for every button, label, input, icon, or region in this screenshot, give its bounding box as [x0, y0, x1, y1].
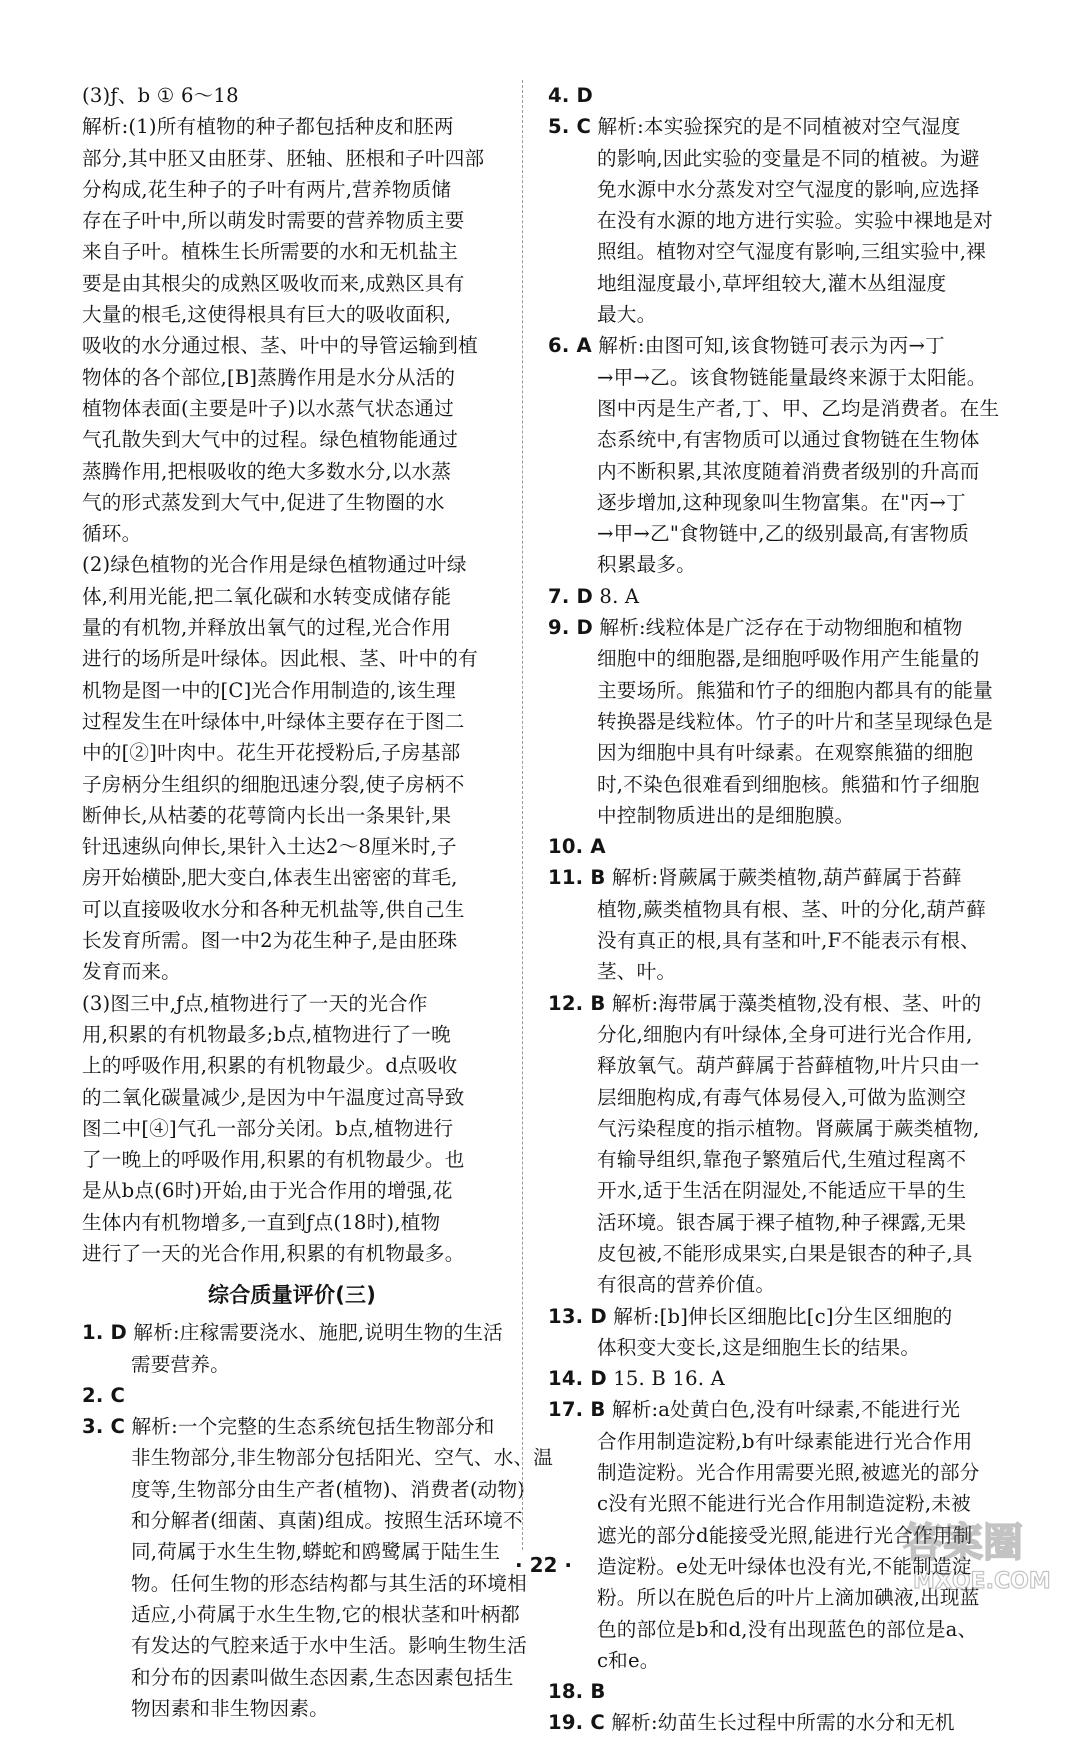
text-line	[82, 831, 502, 862]
text-line	[82, 1175, 502, 1206]
question-number: 3. C	[82, 1415, 126, 1439]
text-line	[548, 1050, 998, 1081]
line-text: →甲→乙"食物链中,乙的级别最高,有害物质	[597, 522, 970, 546]
text-line	[82, 956, 502, 987]
line-text: 体,利用光能,把二氧化碳和水转变成储存能	[82, 584, 452, 608]
text-line	[82, 1442, 554, 1473]
line-text: 解析:幼苗生长过程中所需的水分和无机	[604, 1711, 955, 1735]
text-line	[82, 1207, 502, 1238]
text-line	[548, 1207, 998, 1238]
text-line	[82, 549, 502, 580]
text-line	[82, 894, 502, 925]
text-line	[548, 1175, 998, 1206]
text-line	[548, 988, 998, 1019]
line-text: 解析:庄稼需要浇水、施肥,说明生物的生活	[126, 1321, 503, 1345]
line-text: 针迅速纵向伸长,果针入土达2～8厘米时,子	[82, 835, 457, 859]
text-line	[82, 143, 502, 174]
line-text: 长发育所需。图一中2为花生种子,是由胚珠	[82, 929, 458, 953]
watermark-logo	[895, 1510, 1075, 1595]
line-text: 解析:本实验探究的是不同植被对空气湿度	[591, 115, 961, 139]
line-text: 是从b点(6时)开始,由于光合作用的增强,花	[82, 1179, 453, 1203]
text-line	[548, 1019, 998, 1050]
line-text: 解析:(1)所有植物的种子都包括种皮和胚两	[82, 115, 454, 139]
line-text: 同,荷属于水生生物,蟒蛇和鸥鹭属于陆生生	[131, 1540, 501, 1564]
text-line	[82, 174, 502, 205]
text-line	[82, 1474, 526, 1505]
text-line	[82, 1349, 502, 1380]
text-line	[548, 1426, 998, 1457]
line-text: 有很高的营养价值。	[597, 1273, 776, 1297]
line-text: 解析:由图可知,该食物链可表示为丙→丁	[591, 334, 945, 358]
line-text: 分构成,花生种子的子叶有两片,营养物质储	[82, 177, 452, 201]
line-text: 时,不染色很难看到细胞核。熊猫和竹子细胞	[597, 772, 980, 796]
text-line	[548, 236, 998, 267]
line-text: 和分解者(细菌、真菌)组成。按照生活环境不	[131, 1509, 523, 1533]
text-line	[82, 518, 502, 549]
line-text: 图中丙是生产者,丁、甲、乙均是消费者。在生	[597, 396, 1000, 420]
line-text: (3)图三中,ƒ点,植物进行了一天的光合作	[82, 991, 428, 1015]
line-text: 茎、叶。	[597, 960, 677, 984]
line-text: (2)绿色植物的光合作用是绿色植物通过叶绿	[82, 553, 467, 577]
text-line	[82, 330, 502, 361]
line-text: 合作用制造淀粉,b有叶绿素能进行光合作用	[597, 1429, 973, 1453]
line-text: 解析:海带属于藻类植物,没有根、茎、叶的	[605, 991, 982, 1015]
text-line	[82, 424, 502, 455]
text-line	[82, 111, 502, 142]
text-line	[82, 299, 502, 330]
text-line	[82, 1505, 523, 1536]
line-text: 非生物部分,非生物部分包括阳光、空气、水、温	[131, 1446, 554, 1470]
line-text: 遮光的部分d能接受光照,能进行光合作用制	[597, 1523, 973, 1547]
text-line	[548, 1614, 998, 1645]
line-text: 制造淀粉。光合作用需要光照,被遮光的部分	[597, 1461, 980, 1485]
line-text: 免水源中水分蒸发对空气湿度的影响,应选择	[597, 177, 980, 201]
line-text: 中的[②]叶肉中。花生开花授粉后,子房基部	[82, 741, 461, 765]
line-text: 细胞中的细胞器,是细胞呼吸作用产生能量的	[597, 647, 980, 671]
line-text: (3)ƒ、b ① 6～18	[82, 84, 239, 107]
text-line	[82, 1630, 527, 1661]
text-line	[82, 1082, 502, 1113]
text-line	[82, 1019, 502, 1050]
text-line	[548, 1707, 998, 1738]
text-line	[548, 487, 998, 518]
text-line	[82, 236, 502, 267]
line-text: 最大。	[597, 303, 657, 327]
text-line	[82, 1599, 520, 1630]
text-line	[82, 1050, 502, 1081]
line-text: c和e。	[597, 1648, 660, 1672]
text-line	[548, 393, 998, 424]
line-text: 蒸腾作用,把根吸收的绝大多数水分,以水蒸	[82, 459, 452, 483]
text-line	[82, 769, 502, 800]
text-line	[548, 456, 998, 487]
text-line	[82, 362, 502, 393]
text-line	[82, 1317, 502, 1348]
text-line	[548, 643, 998, 674]
line-text: 造淀粉。e处无叶绿体也没有光,不能制造淀	[597, 1554, 972, 1578]
line-text: 地组湿度最小,草坪组较大,灌木丛组湿度	[597, 271, 947, 295]
question-number: 2. C	[82, 1383, 126, 1407]
line-text: 用,积累的有机物最多;b点,植物进行了一晚	[82, 1022, 451, 1046]
text-line	[548, 1457, 998, 1488]
text-line	[82, 675, 502, 706]
text-line	[548, 1144, 998, 1175]
line-text: 的影响,因此实验的变量是不同的植被。为避	[597, 146, 980, 170]
text-line	[82, 1144, 502, 1175]
line-text: 来自子叶。植株生长所需要的水和无机盐主	[82, 240, 459, 264]
text-line	[548, 330, 998, 361]
text-line	[548, 1238, 998, 1269]
text-line	[548, 362, 998, 393]
line-text: 上的呼吸作用,积累的有机物最少。d点吸收	[82, 1054, 458, 1078]
text-line	[82, 643, 502, 674]
line-text: 和分布的因素叫做生态因素,生态因素包括生	[131, 1665, 514, 1689]
line-text: 量的有机物,并释放出氧气的过程,光合作用	[82, 616, 452, 640]
line-text: 在没有水源的地方进行实验。实验中裸地是对	[597, 209, 993, 233]
line-text: c没有光照不能进行光合作用制造淀粉,未被	[597, 1492, 971, 1516]
question-number: 6. A	[548, 334, 592, 358]
line-text: 15. B 16. A	[606, 1367, 725, 1391]
text-line	[82, 80, 502, 111]
line-text: 可以直接吸收水分和各种无机盐等,供自己生	[82, 897, 465, 921]
text-line	[548, 1645, 998, 1676]
text-line	[548, 205, 998, 236]
text-line	[548, 800, 998, 831]
line-text: 体积变大变长,这是细胞生长的结果。	[597, 1335, 921, 1359]
line-text: 进行的场所是叶绿体。因此根、茎、叶中的有	[82, 647, 478, 671]
line-text: 了一晚上的呼吸作用,积累的有机物最少。也	[82, 1148, 465, 1172]
text-line	[82, 487, 502, 518]
line-text: 度等,生物部分由生产者(植物)、消费者(动物)	[131, 1477, 526, 1501]
line-text: 断伸长,从枯萎的花萼筒内长出一条果针,果	[82, 803, 452, 827]
page-number: · 22 ·	[515, 1553, 572, 1577]
text-line	[82, 706, 502, 737]
line-text: →甲→乙。该食物链能量最终来源于太阳能。	[597, 365, 987, 389]
text-line	[82, 1411, 502, 1442]
line-text: 存在子叶中,所以萌发时需要的营养物质主要	[82, 209, 465, 233]
line-text: 吸收的水分通过根、茎、叶中的导管运输到植	[82, 334, 478, 358]
text-line	[548, 80, 998, 111]
text-line	[548, 581, 998, 612]
line-text: 子房柄分生组织的细胞迅速分裂,使子房柄不	[82, 772, 465, 796]
line-text: 图二中[④]气孔一部分关闭。b点,植物进行	[82, 1116, 454, 1140]
section-title: 综合质量评价(三)	[208, 1283, 376, 1308]
line-text: 气的形式蒸发到大气中,促进了生物圈的水	[82, 490, 445, 514]
text-line	[548, 1394, 998, 1425]
question-number: 17. B	[548, 1398, 606, 1422]
line-text: 发育而来。	[82, 960, 181, 984]
text-line	[548, 612, 998, 643]
line-text: 活环境。银杏属于裸子植物,种子裸露,无果	[597, 1210, 967, 1234]
text-line	[548, 1332, 998, 1363]
text-line	[82, 800, 502, 831]
watermark-text-main: 答案圈	[903, 1520, 1023, 1566]
line-text: 解析:[b]伸长区细胞比[c]分生区细胞的	[606, 1304, 953, 1328]
line-text: 8. A	[592, 584, 640, 608]
line-text: 解析:线粒体是广泛存在于动物细胞和植物	[592, 616, 963, 640]
text-line	[548, 1676, 998, 1707]
line-text: 中控制物质进出的是细胞膜。	[597, 803, 855, 827]
text-line	[548, 862, 998, 893]
line-text: 进行了一天的光合作用,积累的有机物最多。	[82, 1241, 465, 1265]
text-line	[548, 925, 998, 956]
line-text: 植物体表面(主要是叶子)以水蒸气状态通过	[82, 396, 454, 420]
question-number: 9. D	[548, 616, 593, 640]
text-line	[82, 925, 502, 956]
text-line	[548, 111, 998, 142]
line-text: 部分,其中胚又由胚芽、胚轴、胚根和子叶四部	[82, 146, 485, 170]
watermark-text-url: MXQE.COM	[913, 1569, 1051, 1594]
line-text: 物。任何生物的形态结构都与其生活的环境相	[131, 1571, 527, 1595]
line-text: 物体的各个部位,[B]蒸腾作用是水分从活的	[82, 365, 456, 389]
text-line	[82, 862, 502, 893]
text-line	[548, 1082, 998, 1113]
line-text: 色的部位是b和d,没有出现蓝色的部位是a、	[597, 1617, 978, 1641]
text-line	[548, 737, 998, 768]
line-text: 生体内有机物增多,一直到ƒ点(18时),植物	[82, 1210, 441, 1234]
line-text: 主要场所。熊猫和竹子的细胞内都具有的能量	[597, 678, 993, 702]
text-line	[548, 174, 998, 205]
text-line	[82, 581, 502, 612]
text-line	[548, 518, 998, 549]
text-line	[82, 268, 502, 299]
question-number: 5. C	[548, 115, 592, 139]
text-line	[548, 675, 998, 706]
text-line	[548, 549, 998, 580]
line-text: 的二氧化碳量减少,是因为中午温度过高导致	[82, 1085, 465, 1109]
line-text: 释放氧气。葫芦藓属于苔藓植物,叶片只由一	[597, 1054, 980, 1078]
text-line	[548, 831, 998, 862]
text-line	[548, 299, 998, 330]
text-line	[548, 1113, 998, 1144]
question-number: 18. B	[548, 1680, 606, 1704]
line-text: 逐步增加,这种现象叫生物富集。在"丙→丁	[597, 490, 966, 514]
line-text: 分化,细胞内有叶绿体,全身可进行光合作用,	[597, 1022, 973, 1046]
line-text: 机物是图一中的[C]光合作用制造的,该生理	[82, 678, 456, 702]
line-text: 物因素和非生物因素。	[131, 1696, 329, 1720]
line-text: 要是由其根尖的成熟区吸收而来,成熟区具有	[82, 271, 465, 295]
text-line	[548, 143, 998, 174]
question-number: 11. B	[548, 866, 606, 890]
line-text: 解析:肾蕨属于蕨类植物,葫芦藓属于苔藓	[605, 866, 962, 890]
line-text: 没有真正的根,具有茎和叶,F不能表示有根、	[597, 929, 980, 953]
text-line	[82, 456, 502, 487]
line-text: 有输导组织,靠孢子繁殖后代,生殖过程离不	[597, 1148, 967, 1172]
text-line	[548, 706, 998, 737]
line-text: 内不断积累,其浓度随着消费者级别的升高而	[597, 459, 980, 483]
text-line	[82, 988, 502, 1019]
text-line	[548, 1269, 998, 1300]
line-text: 植物,蕨类植物具有根、茎、叶的分化,葫芦藓	[597, 897, 986, 921]
text-line	[548, 268, 998, 299]
question-number: 10. A	[548, 835, 606, 859]
line-text: 层细胞构成,有毒气体易侵入,可做为监测空	[597, 1085, 967, 1109]
line-text: 因为细胞中具有叶绿素。在观察熊猫的细胞	[597, 741, 974, 765]
question-number: 12. B	[548, 991, 606, 1015]
text-line	[548, 769, 998, 800]
text-line	[548, 894, 998, 925]
column-divider	[522, 80, 523, 1550]
text-line	[548, 424, 998, 455]
line-text: 过程发生在叶绿体中,叶绿体主要存在于图二	[82, 709, 465, 733]
line-text: 循环。	[82, 522, 142, 546]
question-number: 1. D	[82, 1321, 127, 1345]
line-text: 解析:a处黄白色,没有叶绿素,不能进行光	[605, 1398, 961, 1422]
question-number: 13. D	[548, 1304, 607, 1328]
text-line	[82, 393, 502, 424]
question-number: 7. D	[548, 584, 593, 608]
text-line	[548, 956, 998, 987]
line-text: 态系统中,有害物质可以通过食物链在生物体	[597, 428, 980, 452]
line-text: 解析:一个完整的生态系统包括生物部分和	[125, 1415, 495, 1439]
line-text: 皮包被,不能形成果实,白果是银杏的种子,具	[597, 1241, 973, 1265]
text-line	[548, 1363, 998, 1394]
text-line	[548, 1301, 998, 1332]
text-line	[82, 1693, 502, 1724]
line-text: 房开始横卧,肥大变白,体表生出密密的茸毛,	[82, 866, 458, 890]
line-text: 开水,适于生活在阴湿处,不能适应干旱的生	[597, 1179, 967, 1203]
text-line	[82, 1113, 502, 1144]
line-text: 有发达的气腔来适于水中生活。影响生物生活	[131, 1634, 527, 1658]
text-line	[82, 737, 502, 768]
line-text: 需要营养。	[131, 1352, 230, 1376]
text-line	[82, 1662, 514, 1693]
right-column	[548, 80, 998, 1739]
text-line	[82, 1380, 502, 1411]
question-number: 19. C	[548, 1711, 605, 1735]
text-line	[82, 1238, 502, 1269]
line-text: 积累最多。	[597, 553, 696, 577]
question-number: 4. D	[548, 84, 593, 107]
text-line	[82, 205, 502, 236]
line-text: 大量的根毛,这使得根具有巨大的吸收面积,	[82, 303, 452, 327]
line-text: 照组。植物对空气湿度有影响,三组实验中,裸	[597, 240, 986, 264]
line-text: 适应,小荷属于水生生物,它的根状茎和叶柄都	[131, 1602, 520, 1626]
line-text: 转换器是线粒体。竹子的叶片和茎呈现绿色是	[597, 709, 993, 733]
line-text: 气孔散失到大气中的过程。绿色植物能通过	[82, 428, 459, 452]
question-number: 14. D	[548, 1367, 607, 1391]
text-line	[82, 612, 502, 643]
line-text: 气污染程度的指示植物。肾蕨属于蕨类植物,	[597, 1116, 980, 1140]
line-text: 粉。所以在脱色后的叶片上滴加碘液,出现蓝	[597, 1586, 980, 1610]
